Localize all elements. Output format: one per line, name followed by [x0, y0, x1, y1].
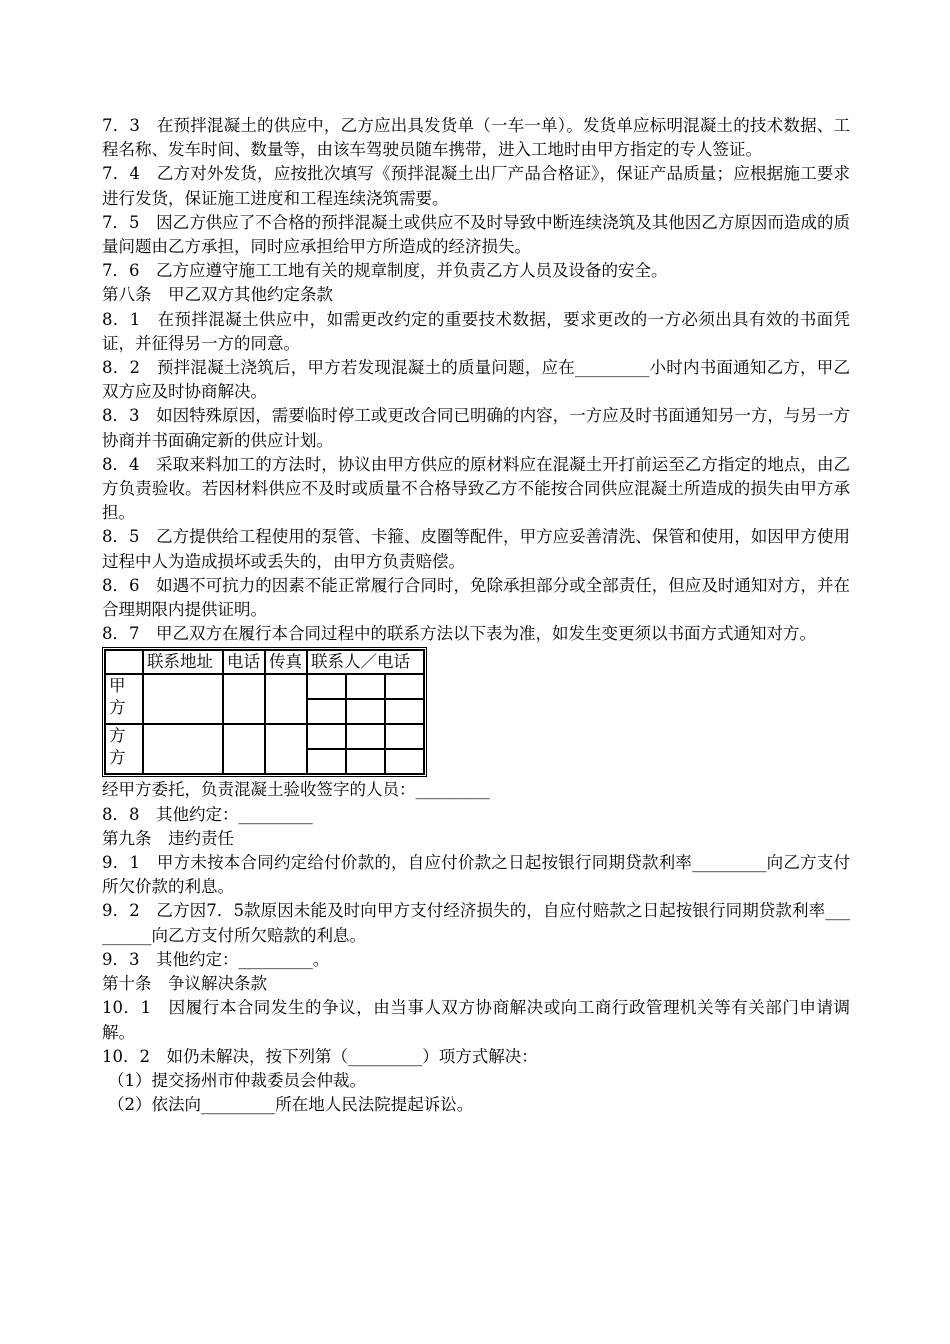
clause-8-1: 8．1 在预拌混凝土供应中，如需更改约定的重要技术数据，要求更改的一方必须出具有效的书面凭证，并征得另一方的同意。 [102, 309, 850, 353]
table-cell [265, 724, 307, 774]
table-cell [346, 674, 385, 699]
clause-8-8: 8．8 其他约定：_________ [102, 804, 313, 824]
clause-8-4: 8．4 采取来料加工的方法时，协议由甲方供应的原材料应在混凝土开打前运至乙方指定的地点，由乙方负责验收。若因材料供应不及时或质量不合格导致乙方不能按合同供应混凝土所造成的损失由甲方承担。 [102, 454, 850, 523]
clause-8-2: 8．2 预拌混凝土浇筑后，甲方若发现混凝土的质量问题，应在_________小时内书面通知乙方，甲乙双方应及时协商解决。 [102, 358, 850, 402]
contact-table [102, 647, 427, 777]
clause-10-2: 10．2 如仍未解决，按下列第（_________）项方式解决： [102, 1046, 538, 1066]
table-cell [307, 724, 346, 749]
table-cell [385, 724, 424, 749]
table-cell [265, 674, 307, 724]
document-body [102, 114, 850, 1117]
clause-10-1: 10．1 因履行本合同发生的争议，由当事人双方协商解决或向工商行政管理机关等有关部门申请调解。 [102, 998, 850, 1042]
table-header-address: 联系地址 [143, 650, 223, 674]
table-cell [223, 724, 265, 774]
clause-8-7: 8．7 甲乙双方在履行本合同过程中的联系方法以下表为准，如发生变更须以书面方式通知对方。 [102, 624, 816, 644]
acceptance-signer-line: 经甲方委托，负责混凝土验收签字的人员：_________ [102, 780, 490, 800]
clause-9-1: 9．1 甲方未按本合同约定给付价款的，自应付价款之日起按银行同期贷款利率_________向乙方支付所欠价款的利息。 [102, 853, 850, 897]
clause-7-4: 7．4 乙方对外发货，应按批次填写《预拌混凝土出厂产品合格证》，保证产品质量；应根据施工要求进行发货，保证施工进度和工程连续浇筑需要。 [102, 164, 850, 208]
table-cell [143, 724, 223, 774]
article-8-heading: 第八条 甲乙双方其他约定条款 [102, 285, 333, 305]
clause-7-6: 7．6 乙方应遵守施工工地有关的规章制度，并负责乙方人员及设备的安全。 [102, 261, 668, 281]
table-cell [385, 749, 424, 774]
clause-9-2: 9．2 乙方因7．5款原因未能及时向甲方支付经济损失的，自应付赔款之日起按银行同期贷款利率_________向乙方支付所欠赔款的利息。 [102, 901, 850, 945]
table-header-row [105, 650, 424, 674]
table-cell [385, 699, 424, 724]
clause-8-6: 8．6 如遇不可抗力的因素不能正常履行合同时，免除承担部分或全部责任，但应及时通知对方，并在合理期限内提供证明。 [102, 575, 850, 620]
article-9-heading: 第九条 违约责任 [102, 828, 234, 848]
clause-8-3: 8．3 如因特殊原因，需要临时停工或更改合同已明确的内容，一方应及时书面通知另一方，与另一方协商并书面确定新的供应计划。 [102, 406, 850, 450]
article-10-heading: 第十条 争议解决条款 [102, 974, 267, 994]
table-header-blank [105, 650, 143, 674]
option-1: （1）提交扬州市仲裁委员会仲裁。 [108, 1070, 366, 1090]
table-cell [143, 674, 223, 724]
table-cell [223, 674, 265, 724]
table-row [105, 674, 424, 699]
clause-8-5: 8．5 乙方提供给工程使用的泵管、卡箍、皮圈等配件，甲方应妥善清洗、保管和使用，如因甲方使用过程中人为造成损坏或丢失的，由甲方负责赔偿。 [102, 527, 850, 571]
option-2: （2）依法向_________所在地人民法院提起诉讼。 [108, 1095, 474, 1115]
table-cell [307, 749, 346, 774]
table-row-label: 甲方 [105, 674, 143, 724]
table-cell [307, 699, 346, 724]
table-header-phone: 电话 [223, 650, 265, 674]
table-cell [346, 699, 385, 724]
table-header-fax: 传真 [265, 650, 307, 674]
clause-9-3: 9．3 其他约定：_________。 [102, 949, 330, 969]
clause-7-5: 7．5 因乙方供应了不合格的预拌混凝土或供应不及时导致中断连续浇筑及其他因乙方原因而造成的质量问题由乙方承担，同时应承担给甲方所造成的经济损失。 [102, 212, 850, 257]
clause-7-3: 7．3 在预拌混凝土的供应中，乙方应出具发货单（一车一单）。发货单应标明混凝土的技术数据、工程名称、发车时间、数量等，由该车驾驶员随车携带，进入工地时由甲方指定的专人签证。 [102, 116, 850, 160]
table-row [105, 724, 424, 749]
table-header-contact: 联系人／电话 [307, 650, 424, 674]
table-cell [307, 674, 346, 699]
table-cell [346, 749, 385, 774]
table-row-label: 方方 [105, 724, 143, 774]
table-cell [385, 674, 424, 699]
table-cell [346, 724, 385, 749]
